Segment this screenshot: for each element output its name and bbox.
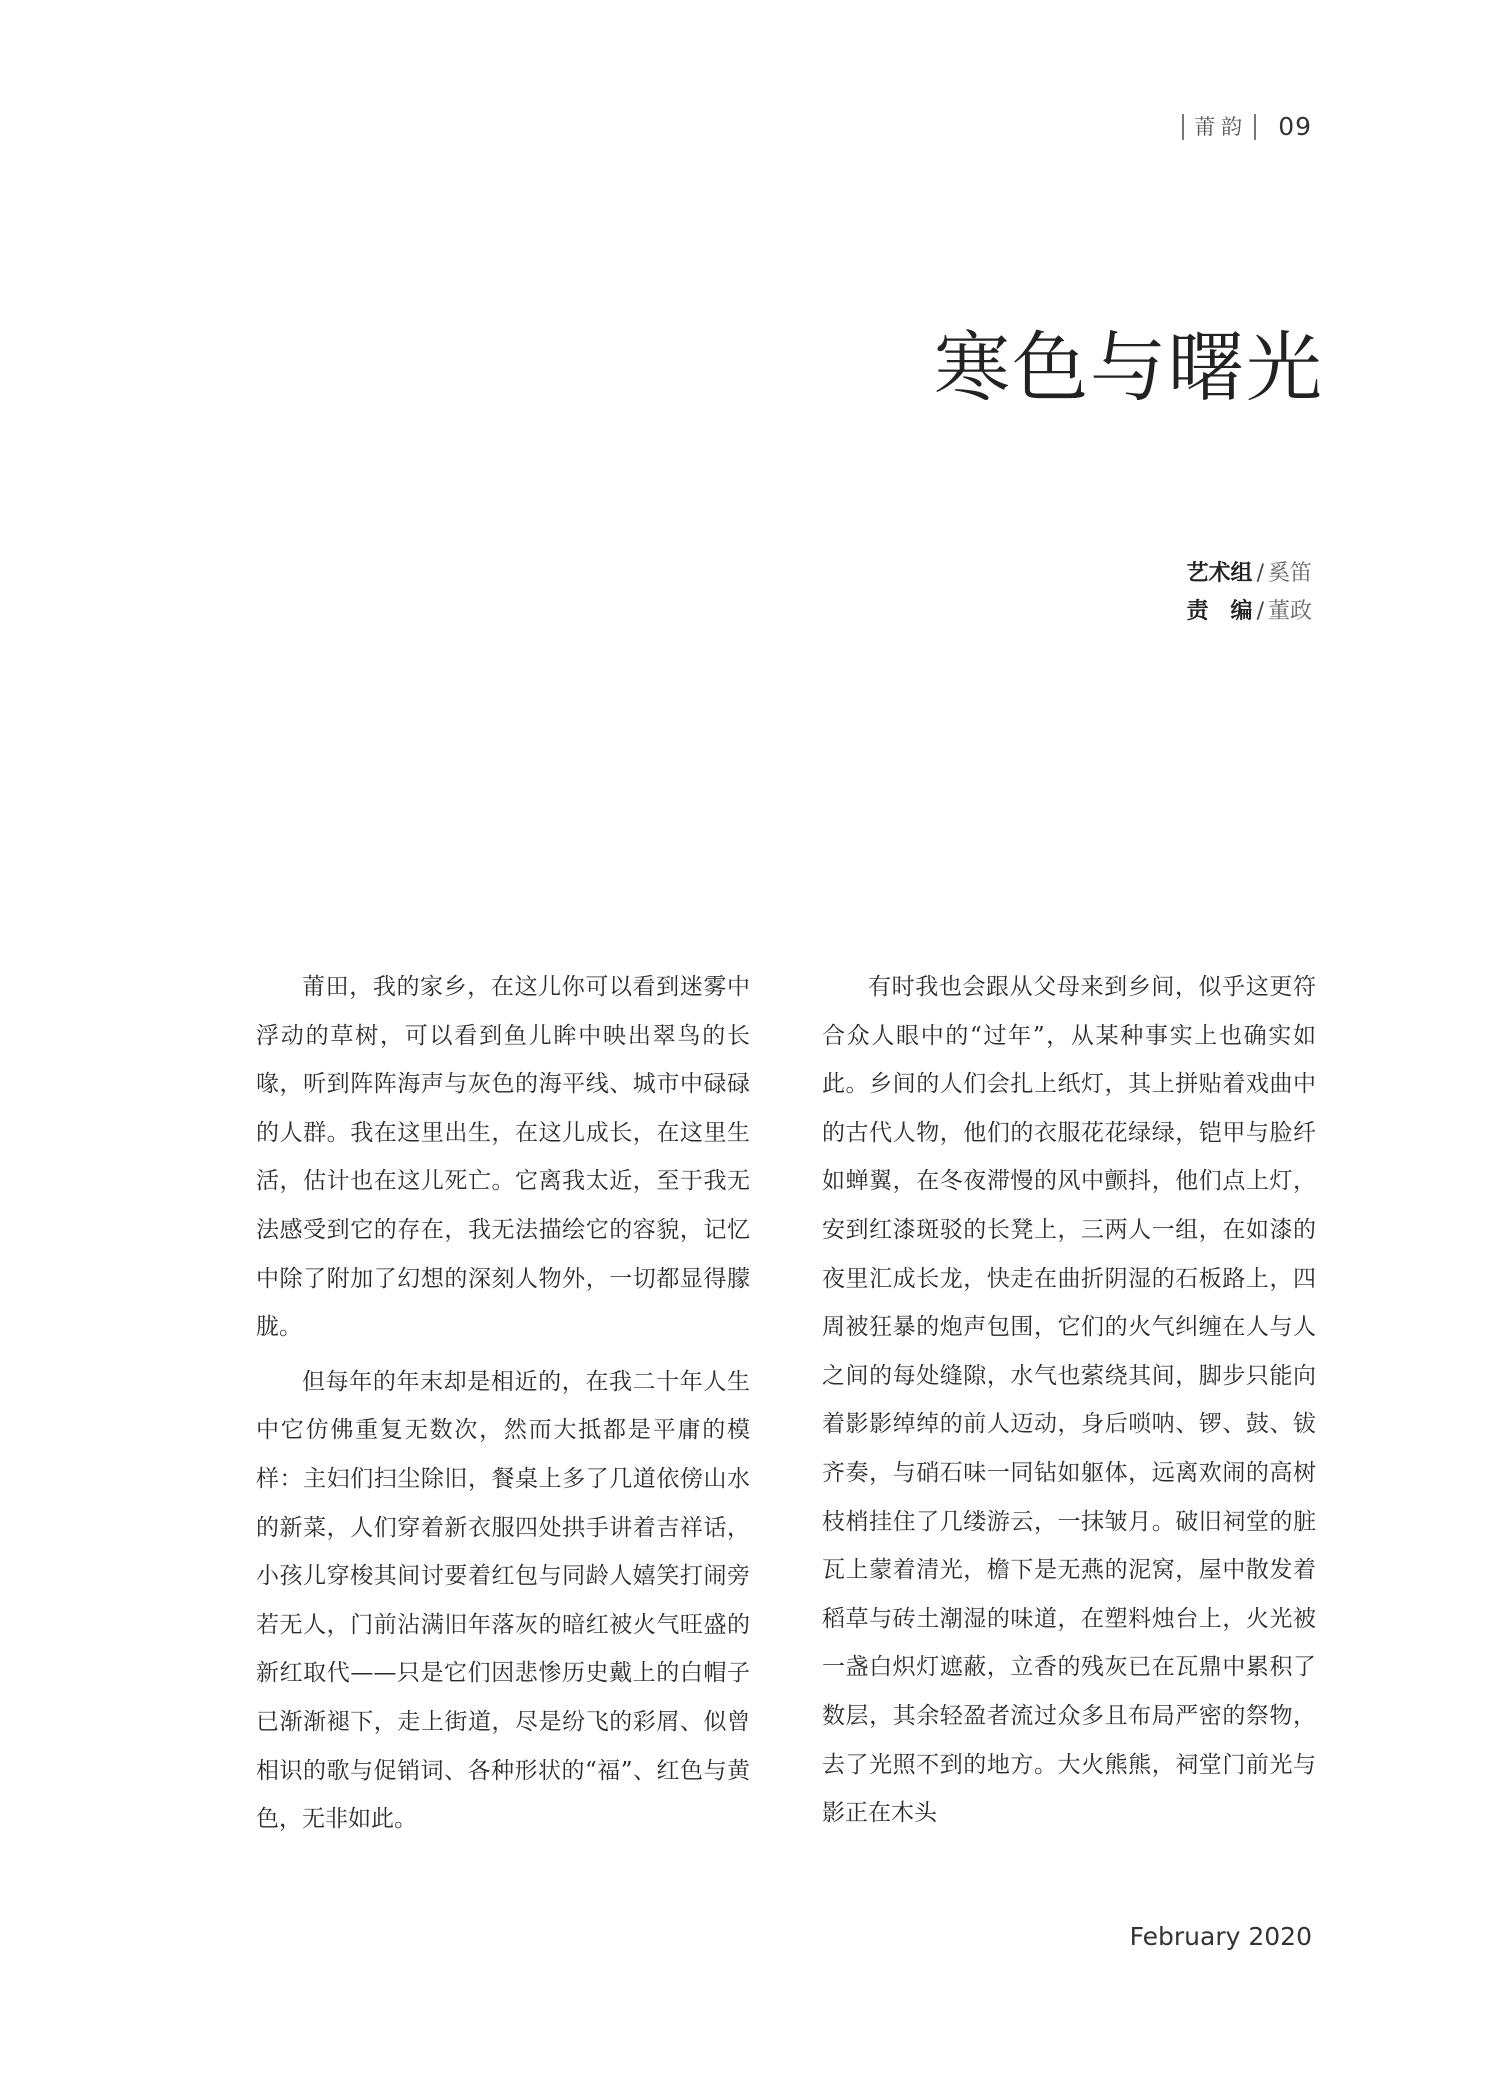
credit-name: 奚笛 xyxy=(1267,561,1312,586)
body-paragraph: 有时我也会跟从父母来到乡间，似乎这更符合众人眼中的“过年”，从某种事实上也确实如此。乡间的人们会扎上纸灯，其上拼贴着戏曲中的古代人物，他们的衣服花花绿绿，铠甲与脸纤如蝉翼，在冬夜滞慢的风中颤抖，他们点上灯，安到红漆斑驳的长凳上，三两人一组，在如漆的夜里汇成长龙，快走在曲折阴湿的石板路上，四周被狂暴的炮声包围，它们的火气纠缠在人与人之间的每处缝隙，水气也萦绕其间，脚步只能向着影影绰绰的前人迈动，身后唢呐、锣、鼓、钹齐奏，与硝石味一同钻如躯体，远离欢闹的高树枝梢挂住了几缕游云，一抹皱月。破旧祠堂的脏瓦上蒙着清光，檐下是无燕的泥窝，屋中散发着稻草与砖土潮湿的味道，在塑料烛台上，火光被一盏白炽灯遮蔽，立香的残灰已在瓦鼎中累积了数层，其余轻盈者流过众多且布局严密的祭物，去了光照不到的地方。大火熊熊，祠堂门前光与影正在木头 xyxy=(822,974,1316,1827)
running-header xyxy=(1182,112,1312,141)
page-number: 09 xyxy=(1278,112,1312,141)
credit-separator: / xyxy=(1256,599,1264,624)
body-column-left xyxy=(256,963,750,1850)
credit-role: 责 编 xyxy=(1186,599,1253,624)
issue-date: February 2020 xyxy=(1129,1922,1312,1951)
credits-block xyxy=(1187,555,1312,631)
credit-separator: / xyxy=(1256,561,1264,586)
article-title: 寒色与曙光 xyxy=(934,323,1324,412)
body-column-right xyxy=(822,963,1316,1844)
credit-role: 艺术组 xyxy=(1186,561,1253,586)
magazine-name: 莆韵 xyxy=(1182,114,1256,140)
body-paragraph: 莆田，我的家乡，在这儿你可以看到迷雾中浮动的草树，可以看到鱼儿眸中映出翠鸟的长喙，听到阵阵海声与灰色的海平线、城市中碌碌的人群。我在这里出生，在这儿成长，在这里生活，估计也在这儿死亡。它离我太近，至于我无法感受到它的存在，我无法描绘它的容貌，记忆中除了附加了幻想的深刻人物外，一切都显得朦胧。 xyxy=(256,974,750,1341)
credit-line xyxy=(1187,555,1312,593)
credit-line xyxy=(1187,593,1312,631)
body-paragraph: 但每年的年末却是相近的，在我二十年人生中它仿佛重复无数次，然而大抵都是平庸的模样：主妇们扫尘除旧，餐桌上多了几道依傍山水的新菜，人们穿着新衣服四处拱手讲着吉祥话，小孩儿穿梭其间讨要着红包与同龄人嬉笑打闹旁若无人，门前沾满旧年落灰的暗红被火气旺盛的新红取代——只是它们因悲惨历史戴上的白帽子已渐渐褪下，走上街道，尽是纷飞的彩屑、似曾相识的歌与促销词、各种形状的“福”、红色与黄色，无非如此。 xyxy=(256,1368,750,1833)
credit-name: 董政 xyxy=(1267,599,1312,624)
